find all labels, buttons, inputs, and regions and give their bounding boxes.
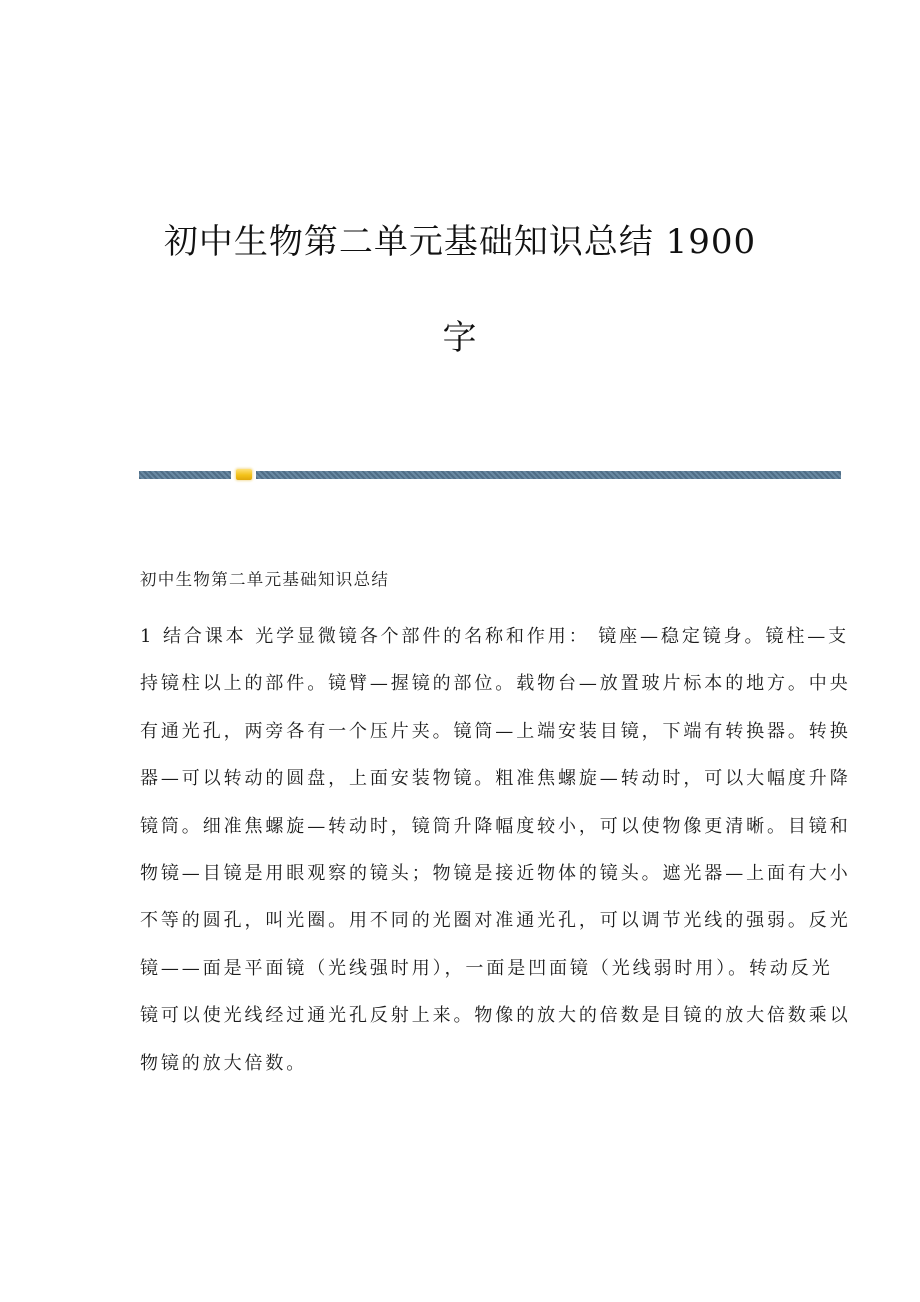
body-line: 物镜—目镜是用眼观察的镜头；物镜是接近物体的镜头。遮光器—上面有大小 (140, 862, 851, 884)
body-line: 不等的圆孔，叫光圈。用不同的光圈对准通光孔，可以调节光线的强弱。反光 (140, 910, 851, 932)
body-line: 1 结合课本 光学显微镜各个部件的名称和作用： 镜座—稳定镜身。镜柱—支 (140, 626, 850, 647)
document-title-line-2: 字 (442, 318, 478, 358)
gold-gem-icon (236, 469, 252, 480)
divider-bar-left (139, 471, 231, 479)
body-line: 镜筒。细准焦螺旋—转动时，镜筒升降幅度较小，可以使物像更清晰。目镜和 (140, 815, 851, 837)
body-line: 镜——面是平面镜（光线强时用），一面是凹面镜（光线弱时用）。转动反光 (140, 957, 833, 979)
body-line: 镜可以使光线经过通光孔反射上来。物像的放大的倍数是目镜的放大倍数乘以 (140, 1005, 851, 1027)
body-line: 持镜柱以上的部件。镜臂—握镜的部位。载物台—放置玻片标本的地方。中央 (140, 673, 851, 695)
section-subtitle: 初中生物第二单元基础知识总结 (140, 570, 390, 589)
divider-bar-right (256, 471, 841, 479)
document-title-line-1: 初中生物第二单元基础知识总结 1900 (163, 222, 757, 262)
body-line: 有通光孔，两旁各有一个压片夹。镜筒—上端安装目镜，下端有转换器。转换 (140, 720, 851, 742)
body-line: 器—可以转动的圆盘，上面安装物镜。粗准焦螺旋—转动时，可以大幅度升降 (140, 768, 851, 790)
body-line: 物镜的放大倍数。 (140, 1052, 308, 1074)
body-paragraph (140, 624, 851, 1098)
